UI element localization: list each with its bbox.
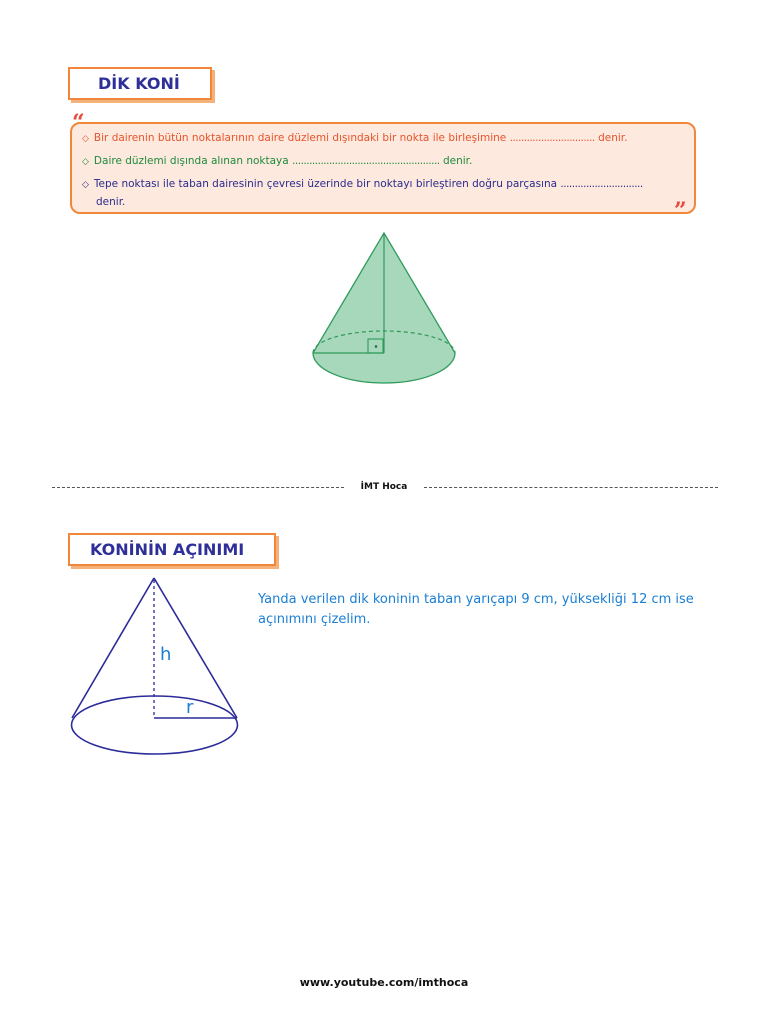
footer-url: www.youtube.com/imthoca (299, 976, 469, 989)
radius-label: r (186, 697, 194, 718)
blank-dots: ............................. (560, 178, 643, 190)
height-label: h (160, 644, 172, 665)
definition-text: Bir dairenin bütün noktalarının daire düzlemi dışındaki bir nokta ile birleşimine (93, 132, 507, 144)
section-title-dik-koni (68, 67, 212, 100)
section-title-text: DİK KONİ (98, 74, 180, 93)
right-cone-diagram (300, 225, 470, 395)
divider-left (52, 487, 344, 488)
blank-dots: .............................. (509, 132, 595, 144)
quote-close-icon: ” (674, 198, 687, 224)
section-title-koninin-acinimi (68, 533, 276, 566)
definition-line (82, 132, 627, 144)
cone-net-diagram (68, 572, 248, 762)
definition-line (82, 155, 472, 167)
divider-label: İMT Hoca (360, 482, 408, 492)
diamond-bullet-icon: ◇ (82, 180, 89, 190)
definition-line (82, 178, 643, 190)
diamond-bullet-icon: ◇ (82, 134, 89, 144)
divider-right (424, 487, 718, 488)
definition-text: Tepe noktası ile taban dairesinin çevresi üzerinde bir noktayı birleştiren doğru parçasına (93, 178, 558, 190)
definition-suffix: denir. (594, 132, 628, 144)
definition-line-continuation: denir. (96, 196, 126, 208)
definition-suffix: denir. (439, 155, 473, 167)
problem-text: Yanda verilen dik koninin taban yarıçapı 9 cm, yüksekliği 12 cm ise açınımını çizelim. (258, 592, 694, 627)
cone-base-ellipse (72, 696, 238, 754)
right-angle-dot (375, 345, 378, 348)
blank-dots: .................................................... (292, 155, 440, 167)
quote-open-icon: “ (72, 110, 85, 136)
definition-text: Daire düzlemi dışında alınan noktaya (93, 155, 289, 167)
section-title-text: KONİNİN AÇINIMI (90, 540, 245, 559)
diamond-bullet-icon: ◇ (82, 157, 89, 167)
